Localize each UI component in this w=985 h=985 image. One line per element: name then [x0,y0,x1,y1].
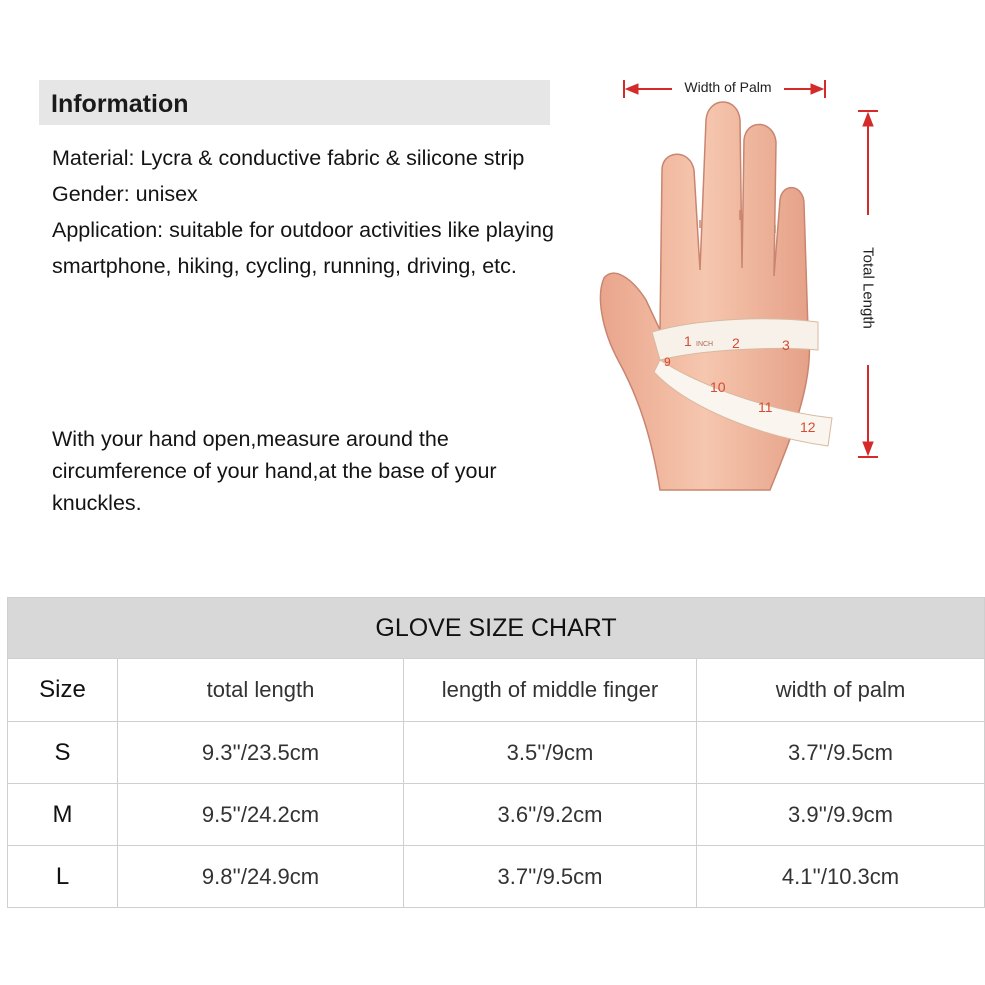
size-cell: S [8,722,118,784]
svg-text:3: 3 [782,337,790,353]
column-header-size: Size [8,659,118,722]
table-row [8,784,985,846]
information-title: Information [51,90,189,118]
glove-size-chart [7,597,985,908]
table-row [8,846,985,908]
svg-text:INCH: INCH [696,341,714,348]
application-line: Application: suitable for outdoor activities like playing smartphone, hiking, cycling, running, driving, etc. [52,218,554,278]
middle-finger-cell: 3.6''/9.2cm [404,784,697,846]
palm-width-cell: 4.1''/10.3cm [697,846,985,908]
svg-text:12: 12 [800,419,816,435]
svg-text:2: 2 [732,335,740,351]
information-body [52,140,562,284]
gender-line: Gender: unisex [52,182,198,206]
column-header-total-length: total length [118,659,404,722]
information-header [39,80,550,125]
measure-instructions: With your hand open,measure around the circumference of your hand,at the base of your knuckles. [52,427,497,515]
width-of-palm-label: Width of Palm [672,79,784,95]
middle-finger-cell: 3.5''/9cm [404,722,697,784]
total-length-cell: 9.5''/24.2cm [118,784,404,846]
column-header-palm-width: width of palm [697,659,985,722]
svg-text:10: 10 [710,379,726,395]
middle-finger-cell: 3.7''/9.5cm [404,846,697,908]
svg-text:11: 11 [758,399,773,415]
material-line: Material: Lycra & conductive fabric & silicone strip [52,146,525,170]
palm-width-cell: 3.7''/9.5cm [697,722,985,784]
size-cell: M [8,784,118,846]
svg-text:9: 9 [664,355,671,369]
svg-text:1: 1 [684,333,692,349]
hand-measurement-illustration [590,72,890,502]
size-cell: L [8,846,118,908]
table-row [8,722,985,784]
total-length-cell: 9.8''/24.9cm [118,846,404,908]
chart-title: GLOVE SIZE CHART [8,598,985,659]
palm-width-cell: 3.9''/9.9cm [697,784,985,846]
header-row [8,659,985,722]
total-length-cell: 9.3''/23.5cm [118,722,404,784]
column-header-middle-finger: length of middle finger [404,659,697,722]
total-length-label: Total Length [860,243,877,333]
